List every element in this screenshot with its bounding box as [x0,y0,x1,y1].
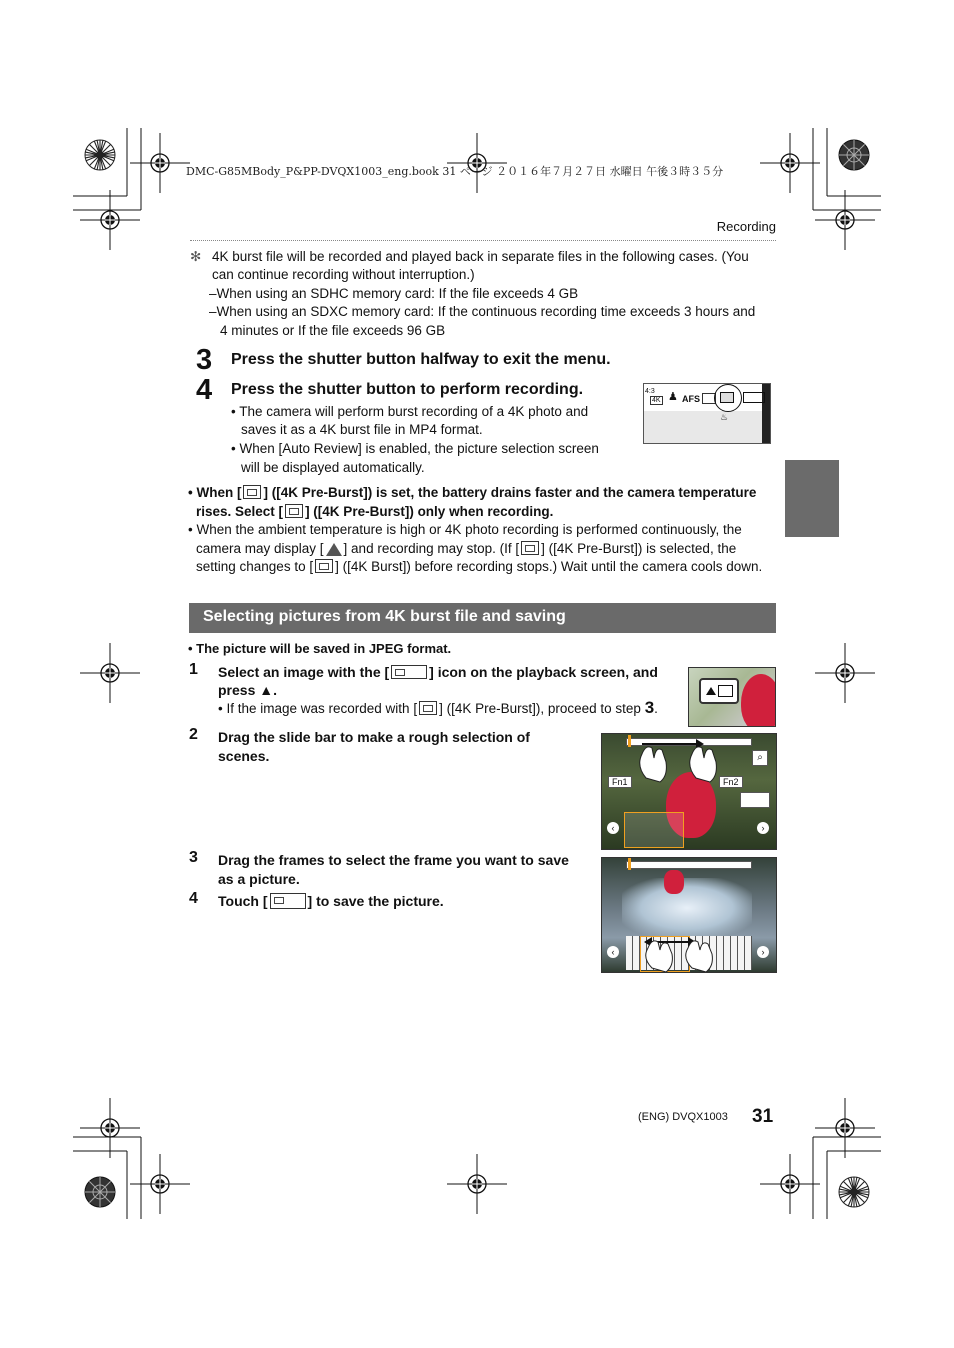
select-step-1-sub-end: . [654,701,658,716]
step-4-number: 4 [196,374,213,406]
footnote-dash-2-line-2: 4 minutes or If the file exceeds 96 GB [220,323,446,338]
fn2-label[interactable]: Fn2 [719,776,743,788]
zoom-icon[interactable]: ⌕ [752,750,768,766]
frame-selection-screen [601,857,777,973]
step-4-bullet-1-line-2: saves it as a 4K burst file in MP4 format. [241,422,483,437]
person-icon: ♟ [668,391,678,403]
next-arrow-icon[interactable]: › [757,822,769,834]
temperature-warning-icon [326,543,342,556]
save-4k-icon [270,893,306,909]
note-1-line-2 [196,503,553,522]
focus-mode: AFS [682,394,700,404]
select-step-1-sub [218,699,658,719]
note-2-text-b: camera may display [ [196,541,324,556]
note-1-text-c: rises. Select [ [196,504,284,519]
note-1-line-1 [188,484,756,503]
4k-burst-icon [315,559,333,573]
camera-recording-display [643,383,771,444]
step-4-bullet-2-line-1: • When [Auto Review] is enabled, the picture selection screen [231,441,599,456]
note-2-text-e: setting changes to [ [196,559,314,574]
jpeg-note: • The picture will be saved in JPEG format. [188,641,452,656]
frame-strip[interactable] [624,812,684,848]
4k-pre-burst-icon [521,541,539,555]
select-step-2-number: 2 [189,726,198,743]
note-1-text-b: ] ([4K Pre-Burst]) is set, the battery drains faster and the camera temperature [263,485,757,500]
step-4-bullet-2-line-2: will be displayed automatically. [241,460,425,475]
balloon-shape [741,674,776,727]
play-4k-icon [391,665,427,679]
playback-screen-image [688,667,776,727]
header-rule [190,240,776,241]
footnote-dash-1: –When using an SDHC memory card: If the file exceeds 4 GB [209,286,579,301]
select-step-4-text-b: ] to save the picture. [307,893,444,909]
select-step-2-line-2: scenes. [218,748,270,764]
footnote-marker: ✻ [190,249,202,264]
note-1-text-d: ] ([4K Pre-Burst]) only when recording. [305,504,554,519]
drag-hand-icon [642,932,732,972]
previous-arrow-icon[interactable]: ‹ [607,822,619,834]
slide-bar-handle[interactable] [628,735,631,747]
4k-pre-burst-icon [419,701,437,715]
step-3-label: Press the shutter button halfway to exit the menu. [231,351,611,368]
note-2-text-c: ] and recording may stop. (If [ [343,541,520,556]
4k-pre-burst-icon [243,485,261,499]
select-step-1-text-a: Select an image with the [ [218,664,390,680]
section-banner [189,603,776,633]
quality-bottom: 4K [652,397,661,404]
select-step-1-line-1 [218,663,658,682]
chapter-tab [785,460,839,537]
step-4-bullet-1-line-1: • The camera will perform burst recording of a 4K photo and [231,404,589,419]
note-2-line-1: • When the ambient temperature is high or 4K photo recording is performed continuously, the [188,522,742,537]
slide-bar-handle[interactable] [628,858,631,870]
water-splash [622,878,752,938]
select-step-2-line-1: Drag the slide bar to make a rough selection of [218,729,530,745]
select-step-1-text-b: ] icon on the playback screen, and [429,664,658,680]
footnote-dash-2-line-1: –When using an SDXC memory card: If the continuous recording time exceeds 3 hours and [209,304,756,319]
4k-pre-burst-icon [285,504,303,518]
footnote-line-1: 4K burst file will be recorded and played back in separate files in the following cases. (You [212,249,749,264]
drag-hand-icon [632,736,742,784]
select-step-3-line-1: Drag the frames to select the frame you want to save [218,852,569,868]
section-label: Recording [716,219,776,234]
footer-code: (ENG) DVQX1003 [638,1111,728,1123]
note-2-line-2 [196,540,736,559]
note-2-text-f: ] ([4K Burst]) before recording stops.) Wait until the camera cools down. [335,559,763,574]
note-1-text-a: • When [ [188,485,242,500]
select-step-1-number: 1 [189,661,198,678]
play-triangle-icon [706,687,716,695]
select-step-1-sub-step: 3 [644,698,655,717]
previous-arrow-icon[interactable]: ‹ [607,946,619,958]
book-meta-line: DMC-G85MBody_P&PP-DVQX1003_eng.book 31 ページ ２０１６年７月２７日 水曜日 午後３時３５分 [186,165,724,178]
slide-bar-screen [601,733,777,850]
page-number: 31 [752,1106,774,1127]
4k-badge-icon [718,685,733,697]
select-step-3-number: 3 [189,849,198,866]
battery-icon [743,392,765,403]
red-balloon-remnant [664,870,684,894]
footnote-line-2: can continue recording without interruption.) [212,267,475,282]
step-4-label: Press the shutter button to perform recording. [231,381,584,398]
slide-bar[interactable] [626,861,752,869]
4k-burst-icon [720,392,734,403]
select-step-3-line-2: as a picture. [218,871,300,887]
save-icon[interactable] [740,792,770,808]
select-step-4-number: 4 [189,890,198,907]
play-4k-button[interactable] [699,678,739,704]
quality-top: 4:3 [645,388,655,395]
select-step-1-sub-b: ] ([4K Pre-Burst]), proceed to step [439,701,641,716]
note-2-text-d: ] ([4K Pre-Burst]) is selected, the [541,541,737,556]
section-banner-title: Selecting pictures from 4K burst file and saving [203,608,566,625]
select-step-4-line [218,892,444,911]
note-2-line-3 [196,558,762,577]
select-step-1-line-2: press ▲. [218,682,277,698]
step-3-number: 3 [196,344,213,376]
fn1-label[interactable]: Fn1 [608,776,632,788]
select-step-4-text-a: Touch [ [218,893,268,909]
next-arrow-icon[interactable]: › [757,946,769,958]
select-step-1-sub-a: • If the image was recorded with [ [218,701,418,716]
stabilizer-icon: ♨ [720,412,729,422]
